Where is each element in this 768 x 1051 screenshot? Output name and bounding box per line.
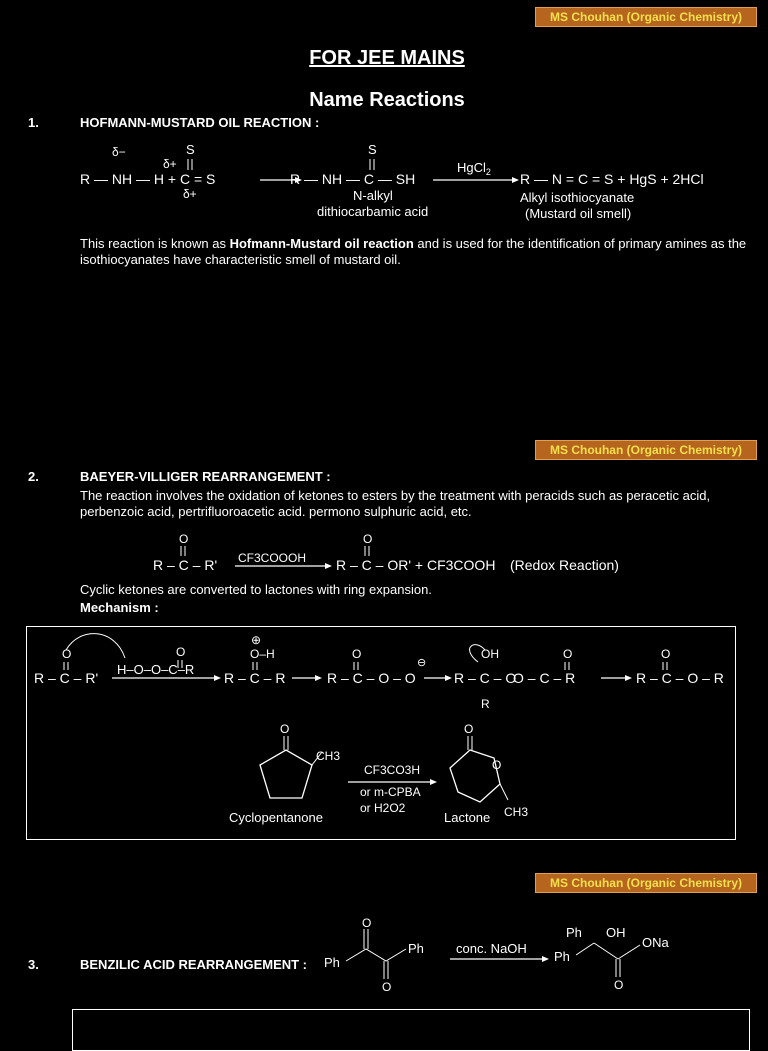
oxygen-top: O — [363, 532, 373, 546]
hydroxyl: OH — [481, 647, 499, 661]
sodium-carboxylate: ONa — [642, 935, 669, 950]
condition-1: CF3CO3H — [364, 763, 421, 777]
header-badge: MS Chouhan (Organic Chemistry) — [535, 873, 757, 893]
oxygen: O — [563, 647, 573, 661]
reagent-hgcl2: HgCl$_2$ — [457, 160, 491, 177]
cyclic-note: Cyclic ketones are converted to lactones with ring expansion. — [80, 582, 432, 597]
mechanism-label: Mechanism : — [80, 600, 159, 615]
migrating-group: R — [481, 697, 490, 711]
oxygen: O — [362, 916, 372, 930]
intermediate-name-2: dithiocarbamic acid — [317, 204, 429, 219]
intermediate: R — NH — C — SH — [290, 171, 416, 187]
section-number: 2. — [28, 469, 39, 484]
product-name-2: (Mustard oil smell) — [525, 206, 632, 221]
oxygen: O — [176, 645, 186, 659]
reaction-note: (Redox Reaction) — [510, 557, 619, 573]
ester: R – C – O – R — [636, 670, 724, 686]
cyclopentanone-label: Cyclopentanone — [229, 810, 323, 825]
reagent: conc. NaOH — [456, 941, 527, 956]
oxygen: O — [62, 647, 72, 661]
methyl-group: CH3 — [504, 805, 529, 819]
plus-charge: ⊕ — [251, 633, 262, 647]
cyclopentanone-ring — [260, 750, 312, 798]
carbonyl-oxygen: O — [464, 722, 474, 736]
ketone: R – C – R' — [34, 670, 99, 686]
oxygen: O — [382, 980, 392, 994]
carbonyl-oxygen: O — [280, 722, 290, 736]
page-subtitle: Name Reactions — [309, 89, 465, 111]
mechanism-diagram — [30, 628, 732, 836]
section-paragraph: The reaction involves the oxidation of ketones to esters by the treatment with peracids such as peracetic acid, perbenzoic acid, pertrifluoroacetic acid. permono sulphuric acid, etc. — [80, 488, 711, 519]
header-badge: MS Chouhan (Organic Chemistry) — [535, 440, 757, 460]
hofmann-equation — [70, 138, 750, 228]
delta-plus: δ+ — [163, 157, 177, 171]
phenyl: Ph — [324, 955, 340, 970]
section-title: BENZILIC ACID REARRANGEMENT : — [80, 957, 308, 972]
condition-2: or m-CPBA — [360, 785, 421, 799]
baeyer-equation — [150, 530, 650, 578]
protonated-oxygen: O–H — [250, 647, 275, 661]
next-section-box — [72, 1009, 750, 1051]
reactant: R — NH — H + C = S — [80, 171, 216, 187]
reagent: CF3COOOH — [238, 551, 307, 565]
header-badge: MS Chouhan (Organic Chemistry) — [535, 7, 757, 27]
oxygen: O — [614, 978, 624, 992]
delta-minus: δ− — [112, 145, 126, 159]
peracid: H–O–O–C–R — [117, 662, 195, 677]
intermediate-name-1: N-alkyl — [353, 188, 393, 203]
oxygen: O — [661, 647, 671, 661]
product: R – C – OR' + CF3COOH — [336, 557, 496, 573]
criegee-intermediate: R – C – O — [454, 670, 517, 686]
section-paragraph: This reaction is known as Hofmann-Mustard oil reaction and is used for the identification of primary amines as the isothiocyanates have characteristic smell of mustard oil. — [80, 236, 747, 267]
minus-charge: ⊖ — [417, 657, 427, 669]
ring-oxygen: O — [492, 758, 502, 772]
section-number: 1. — [28, 115, 39, 130]
section-title: BAEYER-VILLIGER REARRANGEMENT : — [80, 469, 331, 484]
lactone-label: Lactone — [444, 810, 491, 825]
product-name-1: Alkyl isothiocyanate — [520, 190, 635, 205]
product: R — N = C = S + HgS + 2HCl — [520, 171, 704, 187]
protonated-ketone: R – C – R — [224, 670, 286, 686]
section-title: HOFMANN-MUSTARD OIL REACTION : — [80, 115, 320, 130]
reactant: R – C – R' — [153, 557, 218, 573]
int-sulfur-top: S — [368, 142, 377, 157]
phenyl: Ph — [554, 949, 570, 964]
leaving-group: O – C – R — [513, 670, 576, 686]
condition-3: or H2O2 — [360, 801, 406, 815]
page-title: FOR JEE MAINS — [309, 47, 465, 69]
criegee-anion: R – C – O – O — [327, 670, 416, 686]
delta-plus-c: δ+ — [183, 187, 197, 201]
sulfur-top: S — [186, 142, 195, 157]
benzilic-equation — [322, 915, 702, 995]
phenyl: Ph — [408, 941, 424, 956]
oxygen: O — [352, 647, 362, 661]
phenyl: Ph — [566, 925, 582, 940]
hydroxyl: OH — [606, 925, 626, 940]
oxygen-top: O — [179, 532, 189, 546]
section-number: 3. — [28, 957, 39, 972]
methyl-group: CH3 — [316, 749, 341, 763]
